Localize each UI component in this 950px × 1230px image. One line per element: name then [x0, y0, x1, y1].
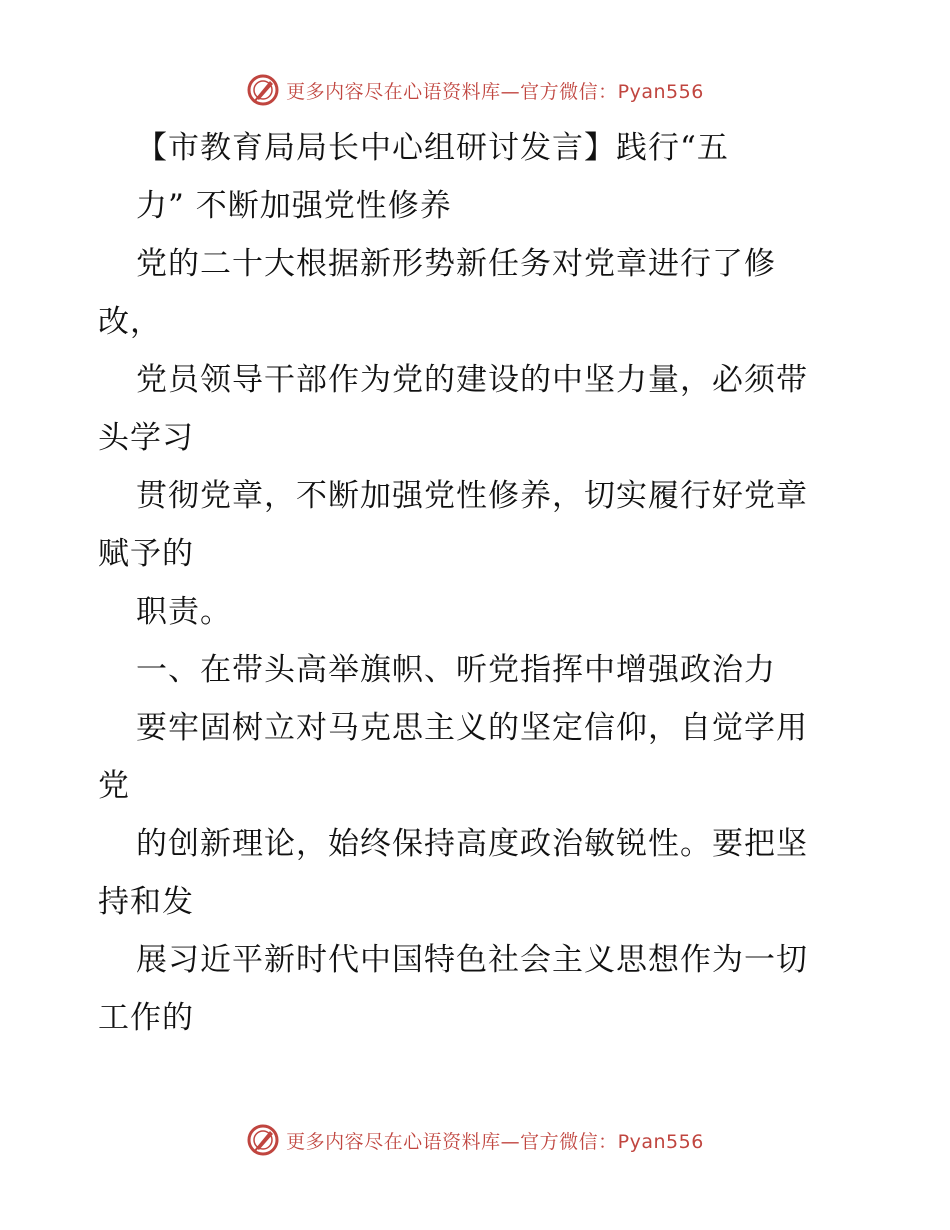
paragraph-line: 党 — [98, 768, 130, 804]
header-banner-text: 更多内容尽在心语资料库—官方微信：Pyan556 — [286, 80, 704, 103]
paragraph-line: 党的二十大根据新形势新任务对党章进行了修 — [136, 246, 776, 282]
footer-banner — [0, 1120, 950, 1160]
paragraph-line: 职责。 — [136, 594, 232, 630]
document-title-line-1: 【市教育局局长中心组研讨发言】践行“五 — [136, 130, 729, 166]
quill-pen-logo-icon — [246, 1123, 280, 1157]
paragraph-line: 持和发 — [98, 884, 194, 920]
paragraph-line: 贯彻党章，不断加强党性修养，切实履行好党章 — [136, 478, 808, 514]
paragraph-line: 党员领导干部作为党的建设的中坚力量，必须带 — [136, 362, 808, 398]
footer-banner-text: 更多内容尽在心语资料库—官方微信：Pyan556 — [286, 1130, 704, 1153]
paragraph-line: 要牢固树立对马克思主义的坚定信仰，自觉学用 — [136, 710, 808, 746]
document-title-line-2: 力” 不断加强党性修养 — [136, 188, 452, 224]
paragraph-line: 的创新理论，始终保持高度政治敏锐性。要把坚 — [136, 826, 808, 862]
paragraph-line: 展习近平新时代中国特色社会主义思想作为一切 — [136, 942, 808, 978]
paragraph-line: 改， — [98, 304, 162, 340]
section-heading: 一、在带头高举旗帜、听党指挥中增强政治力 — [136, 652, 776, 688]
paragraph-line: 头学习 — [98, 420, 194, 456]
paragraph-line: 工作的 — [98, 1000, 194, 1036]
paragraph-line: 赋予的 — [98, 536, 194, 572]
